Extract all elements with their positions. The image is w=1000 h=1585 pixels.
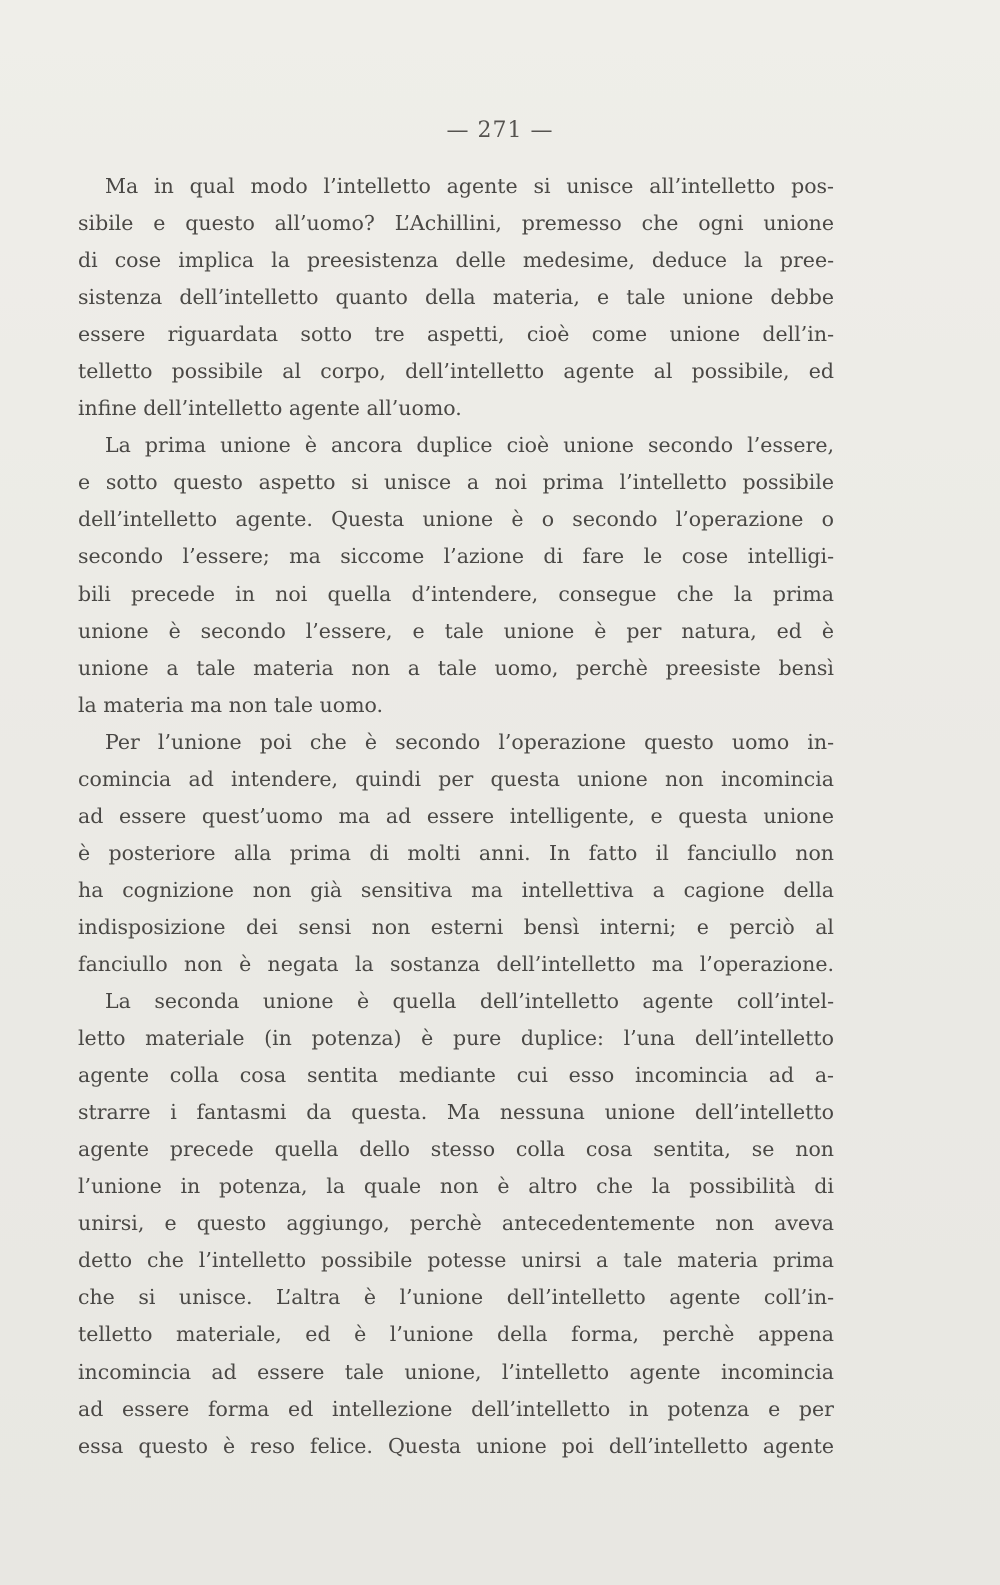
text-line: e sotto questo aspetto si unisce a noi prima l’intelletto possibile (78, 470, 834, 495)
text-line: ad essere quest’uomo ma ad essere intelligente, e questa unione (78, 803, 834, 828)
text-line: è posteriore alla prima di molti anni. In fatto il fanciullo non (78, 840, 834, 865)
text-line: agente colla cosa sentita mediante cui esso incomincia ad a- (78, 1063, 834, 1088)
text-line: strarre i fantasmi da questa. Ma nessuna unione dell’intelletto (78, 1100, 834, 1125)
text-line: l’unione in potenza, la quale non è altro che la possibilità di (78, 1174, 834, 1199)
text-line: dell’intelletto agente. Questa unione è o secondo l’operazione o (78, 507, 834, 532)
text-line: Per l’unione poi che è secondo l’operazione questo uomo in- (105, 729, 834, 754)
text-line: unione è secondo l’essere, e tale unione è per natura, ed è (78, 618, 834, 643)
text-line: telletto materiale, ed è l’unione della forma, perchè appena (78, 1322, 834, 1347)
text-line: essa questo è reso felice. Questa unione poi dell’intelletto agente (78, 1433, 834, 1458)
text-line: che si unisce. L’altra è l’unione dell’intelletto agente coll’in- (78, 1285, 834, 1310)
text-line: sistenza dell’intelletto quanto della materia, e tale unione debbe (78, 285, 834, 310)
text-line: ad essere forma ed intellezione dell’intelletto in potenza e per (78, 1396, 834, 1421)
text-line: la materia ma non tale uomo. (78, 692, 384, 717)
text-line: incomincia ad essere tale unione, l’intelletto agente incomincia (78, 1359, 834, 1384)
text-line: essere riguardata sotto tre aspetti, cioè come unione dell’in- (78, 322, 834, 347)
text-line: La seconda unione è quella dell’intelletto agente coll’intel- (105, 989, 834, 1014)
text-line: indisposizione dei sensi non esterni bensì interni; e perciò al (78, 914, 834, 939)
text-line: unirsi, e questo aggiungo, perchè antecedentemente non aveva (78, 1211, 834, 1236)
body-text (78, 168, 834, 1465)
text-line: letto materiale (in potenza) è pure duplice: l’una dell’intelletto (78, 1026, 834, 1051)
text-line: infine dell’intelletto agente all’uomo. (78, 396, 462, 421)
text-line: Ma in qual modo l’intelletto agente si unisce all’intelletto pos- (105, 174, 834, 198)
text-line: secondo l’essere; ma siccome l’azione di fare le cose intelligi- (78, 544, 834, 569)
text-line: sibile e questo all’uomo? L’Achillini, premesso che ogni unione (78, 211, 834, 236)
text-line: comincia ad intendere, quindi per questa unione non incomincia (78, 766, 834, 791)
text-line: La prima unione è ancora duplice cioè unione secondo l’essere, (105, 433, 834, 458)
text-line: unione a tale materia non a tale uomo, perchè preesiste bensì (78, 655, 834, 680)
text-line: telletto possibile al corpo, dell’intelletto agente al possibile, ed (78, 359, 834, 384)
text-line: di cose implica la preesistenza delle medesime, deduce la pree- (78, 248, 834, 273)
text-line: fanciullo non è negata la sostanza dell’intelletto ma l’operazione. (78, 951, 834, 976)
text-line: agente precede quella dello stesso colla cosa sentita, se non (78, 1137, 834, 1162)
text-line: ha cognizione non già sensitiva ma intellettiva a cagione della (78, 877, 834, 902)
text-line: detto che l’intelletto possibile potesse unirsi a tale materia prima (78, 1248, 834, 1273)
page-number: — 271 — (446, 118, 554, 143)
text-line: bili precede in noi quella d’intendere, consegue che la prima (78, 581, 834, 606)
